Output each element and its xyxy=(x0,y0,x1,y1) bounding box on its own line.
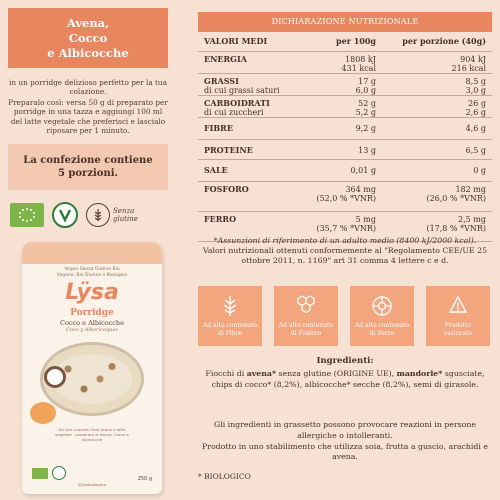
footnote-line-1: *Assunzioni di riferimento di un adulto medio (8400 kJ/2000 kcal). xyxy=(213,236,477,245)
claim-label-line-2: di Fosforo xyxy=(290,329,322,337)
claim-box xyxy=(426,286,490,346)
value-per-100g: 13 g xyxy=(358,146,376,155)
allergen-note: Gli ingredienti in grassetto possono provocare reazioni in persone allergiche o intolleranti. xyxy=(213,420,477,440)
package-vegan-icon xyxy=(52,466,66,480)
nutrient-name: PROTEINE xyxy=(204,145,253,155)
value-per-portion: 6,5 g xyxy=(465,146,486,155)
value-per-100g: 364 mg xyxy=(345,185,376,194)
col-header-100g: per 100g xyxy=(336,36,376,46)
package-top-band xyxy=(22,242,162,264)
nutrient-subname: di cui grassi saturi xyxy=(204,86,280,95)
value-per-100g: 52 g xyxy=(358,99,376,108)
gluten-free-label xyxy=(113,207,138,224)
value-per-portion: 4,6 g xyxy=(465,124,486,133)
claim-label-line-1: Ad alto contenuto xyxy=(278,322,334,329)
nutrient-name: CARBOIDRATI xyxy=(204,98,270,108)
value-per-portion: 904 kJ xyxy=(460,55,486,64)
package-flavor: Cocco e Albicocche xyxy=(60,319,124,327)
nutrient-name: GRASSI xyxy=(204,76,239,86)
ingredient-oats: avena* xyxy=(246,369,277,378)
claim-box xyxy=(350,286,414,346)
claim-box xyxy=(274,286,338,346)
value-per-100g: 17 g xyxy=(358,77,376,86)
package-eu-organic-icon xyxy=(32,468,48,479)
nutrition-row xyxy=(198,52,492,74)
coconut-image xyxy=(44,366,66,388)
nutrition-row xyxy=(198,160,492,182)
portions-box xyxy=(8,144,168,190)
package-product-name: Porridge xyxy=(70,308,114,318)
value-per-portion-secondary: 216 kcal xyxy=(451,64,486,73)
claim-label-line-1: Ad alto contenuto xyxy=(354,322,410,329)
col-header-label: VALORI MEDI xyxy=(204,36,268,46)
eu-organic-leaf-icon xyxy=(10,203,44,227)
claim-label-line-2: di Fibre xyxy=(217,329,242,337)
allergen-notes xyxy=(198,420,492,463)
gluten-free-line-2: glutine xyxy=(113,215,138,223)
package-claims-line-1: Vegan Senza Glutine Bio xyxy=(64,267,120,272)
footnote-line-2: Valori nutrizionali ottenuti conformemente al "Regolamento CEE/UE 25 ottobre 2011, n. 1169" art 31 comma 4 lettere c e d. xyxy=(202,246,488,265)
value-per-portion: 2,5 mg xyxy=(458,215,486,224)
title-line-2: Cocco xyxy=(68,31,108,45)
product-package-image xyxy=(22,242,162,494)
package-flavor-sub: Coco y Albaricoques xyxy=(66,327,118,333)
value-per-portion-secondary: 3,0 g xyxy=(465,86,486,95)
claim-label xyxy=(426,322,490,337)
value-per-portion-secondary: 2,6 g xyxy=(465,108,486,117)
facility-note: Prodotto in uno stabilimento che utilizza soia, frutta a guscio, arachidi e avena. xyxy=(201,441,488,462)
value-per-100g: 0,01 g xyxy=(350,166,376,175)
product-title-box xyxy=(8,8,168,68)
intro-text xyxy=(8,78,168,136)
portions-line-2: 5 porzioni. xyxy=(57,168,119,179)
ingredient-almonds: mandorle* xyxy=(396,369,443,378)
ingredients-list xyxy=(198,369,492,391)
ingredients-part-1: Fiocchi di xyxy=(205,369,247,378)
nutrient-subname: di cui zuccheri xyxy=(204,108,264,117)
value-per-portion: 26 g xyxy=(468,99,486,108)
claim-box xyxy=(198,286,262,346)
package-brand-logo: Lÿsa xyxy=(65,280,119,305)
col-header-portion: per porzione (40g) xyxy=(402,36,486,46)
gluten-free-line-1: Senza xyxy=(113,206,135,215)
nutrition-footnote xyxy=(198,236,492,266)
organic-note: * BIOLOGICO xyxy=(198,472,251,481)
nutrient-name: SALE xyxy=(204,165,228,175)
ingredients-title: Ingredienti: xyxy=(316,356,374,366)
value-per-100g-secondary: 5,2 g xyxy=(355,108,376,117)
claim-label xyxy=(274,322,338,337)
package-description: Da non cuocere! Solo acqua o latte vegetale · preparato di Avena, Cocco e Albicocche xyxy=(55,427,129,442)
intro-line-1: in un porridge delizioso perfetto per la tua colazione. xyxy=(9,78,167,97)
gluten-free-icon xyxy=(86,203,110,227)
claim-label-line-2: essiccato xyxy=(444,329,472,337)
value-per-portion: 0 g xyxy=(473,166,486,175)
intro-line-2: Preparalo così: versa 50 g di preparato per porridge in una tazza e aggiungi 100 ml del latte vegetale che preferisci e lascialo riposare per 1 minuto. xyxy=(8,97,168,136)
package-claims xyxy=(22,267,162,278)
claim-label-line-1: Ad alto contenuto xyxy=(202,322,258,329)
value-per-100g-secondary: (52,0 % *VNR) xyxy=(316,194,376,203)
value-per-100g: 5 mg xyxy=(355,215,376,224)
value-per-portion-secondary: (17,8 % *VNR) xyxy=(426,224,486,233)
nutrition-column-headers xyxy=(198,32,492,52)
nutrition-header: DICHIARAZIONE NUTRIZIONALE xyxy=(198,12,492,32)
vegan-badge-icon xyxy=(52,202,78,228)
nutrient-name: ENERGIA xyxy=(204,54,247,64)
nutrient-name: FIBRE xyxy=(204,123,233,133)
value-per-100g: 9,2 g xyxy=(355,124,376,133)
claim-label-line-2: di Ferro xyxy=(369,329,395,337)
value-per-portion-secondary: (26,0 % *VNR) xyxy=(426,194,486,203)
portions-line-1: La confezione contiene xyxy=(23,155,153,166)
value-per-portion: 8,5 g xyxy=(465,77,486,86)
title-line-3: e Albicocche xyxy=(47,46,129,60)
value-per-100g-secondary: 6,0 g xyxy=(355,86,376,95)
nutrition-row xyxy=(198,182,492,212)
nutrition-row xyxy=(198,96,492,118)
value-per-100g-secondary: 431 kcal xyxy=(341,64,376,73)
nutrient-name: FOSFORO xyxy=(204,184,249,194)
value-per-portion: 182 mg xyxy=(455,185,486,194)
nutrition-row xyxy=(198,74,492,96)
ingredients-part-3: sgusciate, chips di cocco* (8,2%), albicocche* secche (8,2%), semi di girasole. xyxy=(211,369,485,389)
apricot-image xyxy=(30,402,56,424)
nutrition-row xyxy=(198,118,492,140)
package-social-handle: @lysabiologico xyxy=(77,482,107,487)
claim-label xyxy=(198,322,262,337)
nutrient-name: FERRO xyxy=(204,214,237,224)
claim-label-line-1: Prodotto xyxy=(444,322,472,329)
ingredients-part-2: senza glutine (ORIGINE UE), xyxy=(276,369,397,378)
package-claims-line-2: Vegano, Bio Glutine e Biologico xyxy=(56,272,128,278)
title-line-1: Avena, xyxy=(66,16,110,30)
package-weight: 250 g xyxy=(137,476,152,482)
nutrition-row xyxy=(198,140,492,160)
value-per-100g-secondary: (35,7 % *VNR) xyxy=(316,224,376,233)
certification-badges xyxy=(10,200,170,230)
claim-label xyxy=(350,322,414,337)
value-per-100g: 1808 kJ xyxy=(345,55,376,64)
